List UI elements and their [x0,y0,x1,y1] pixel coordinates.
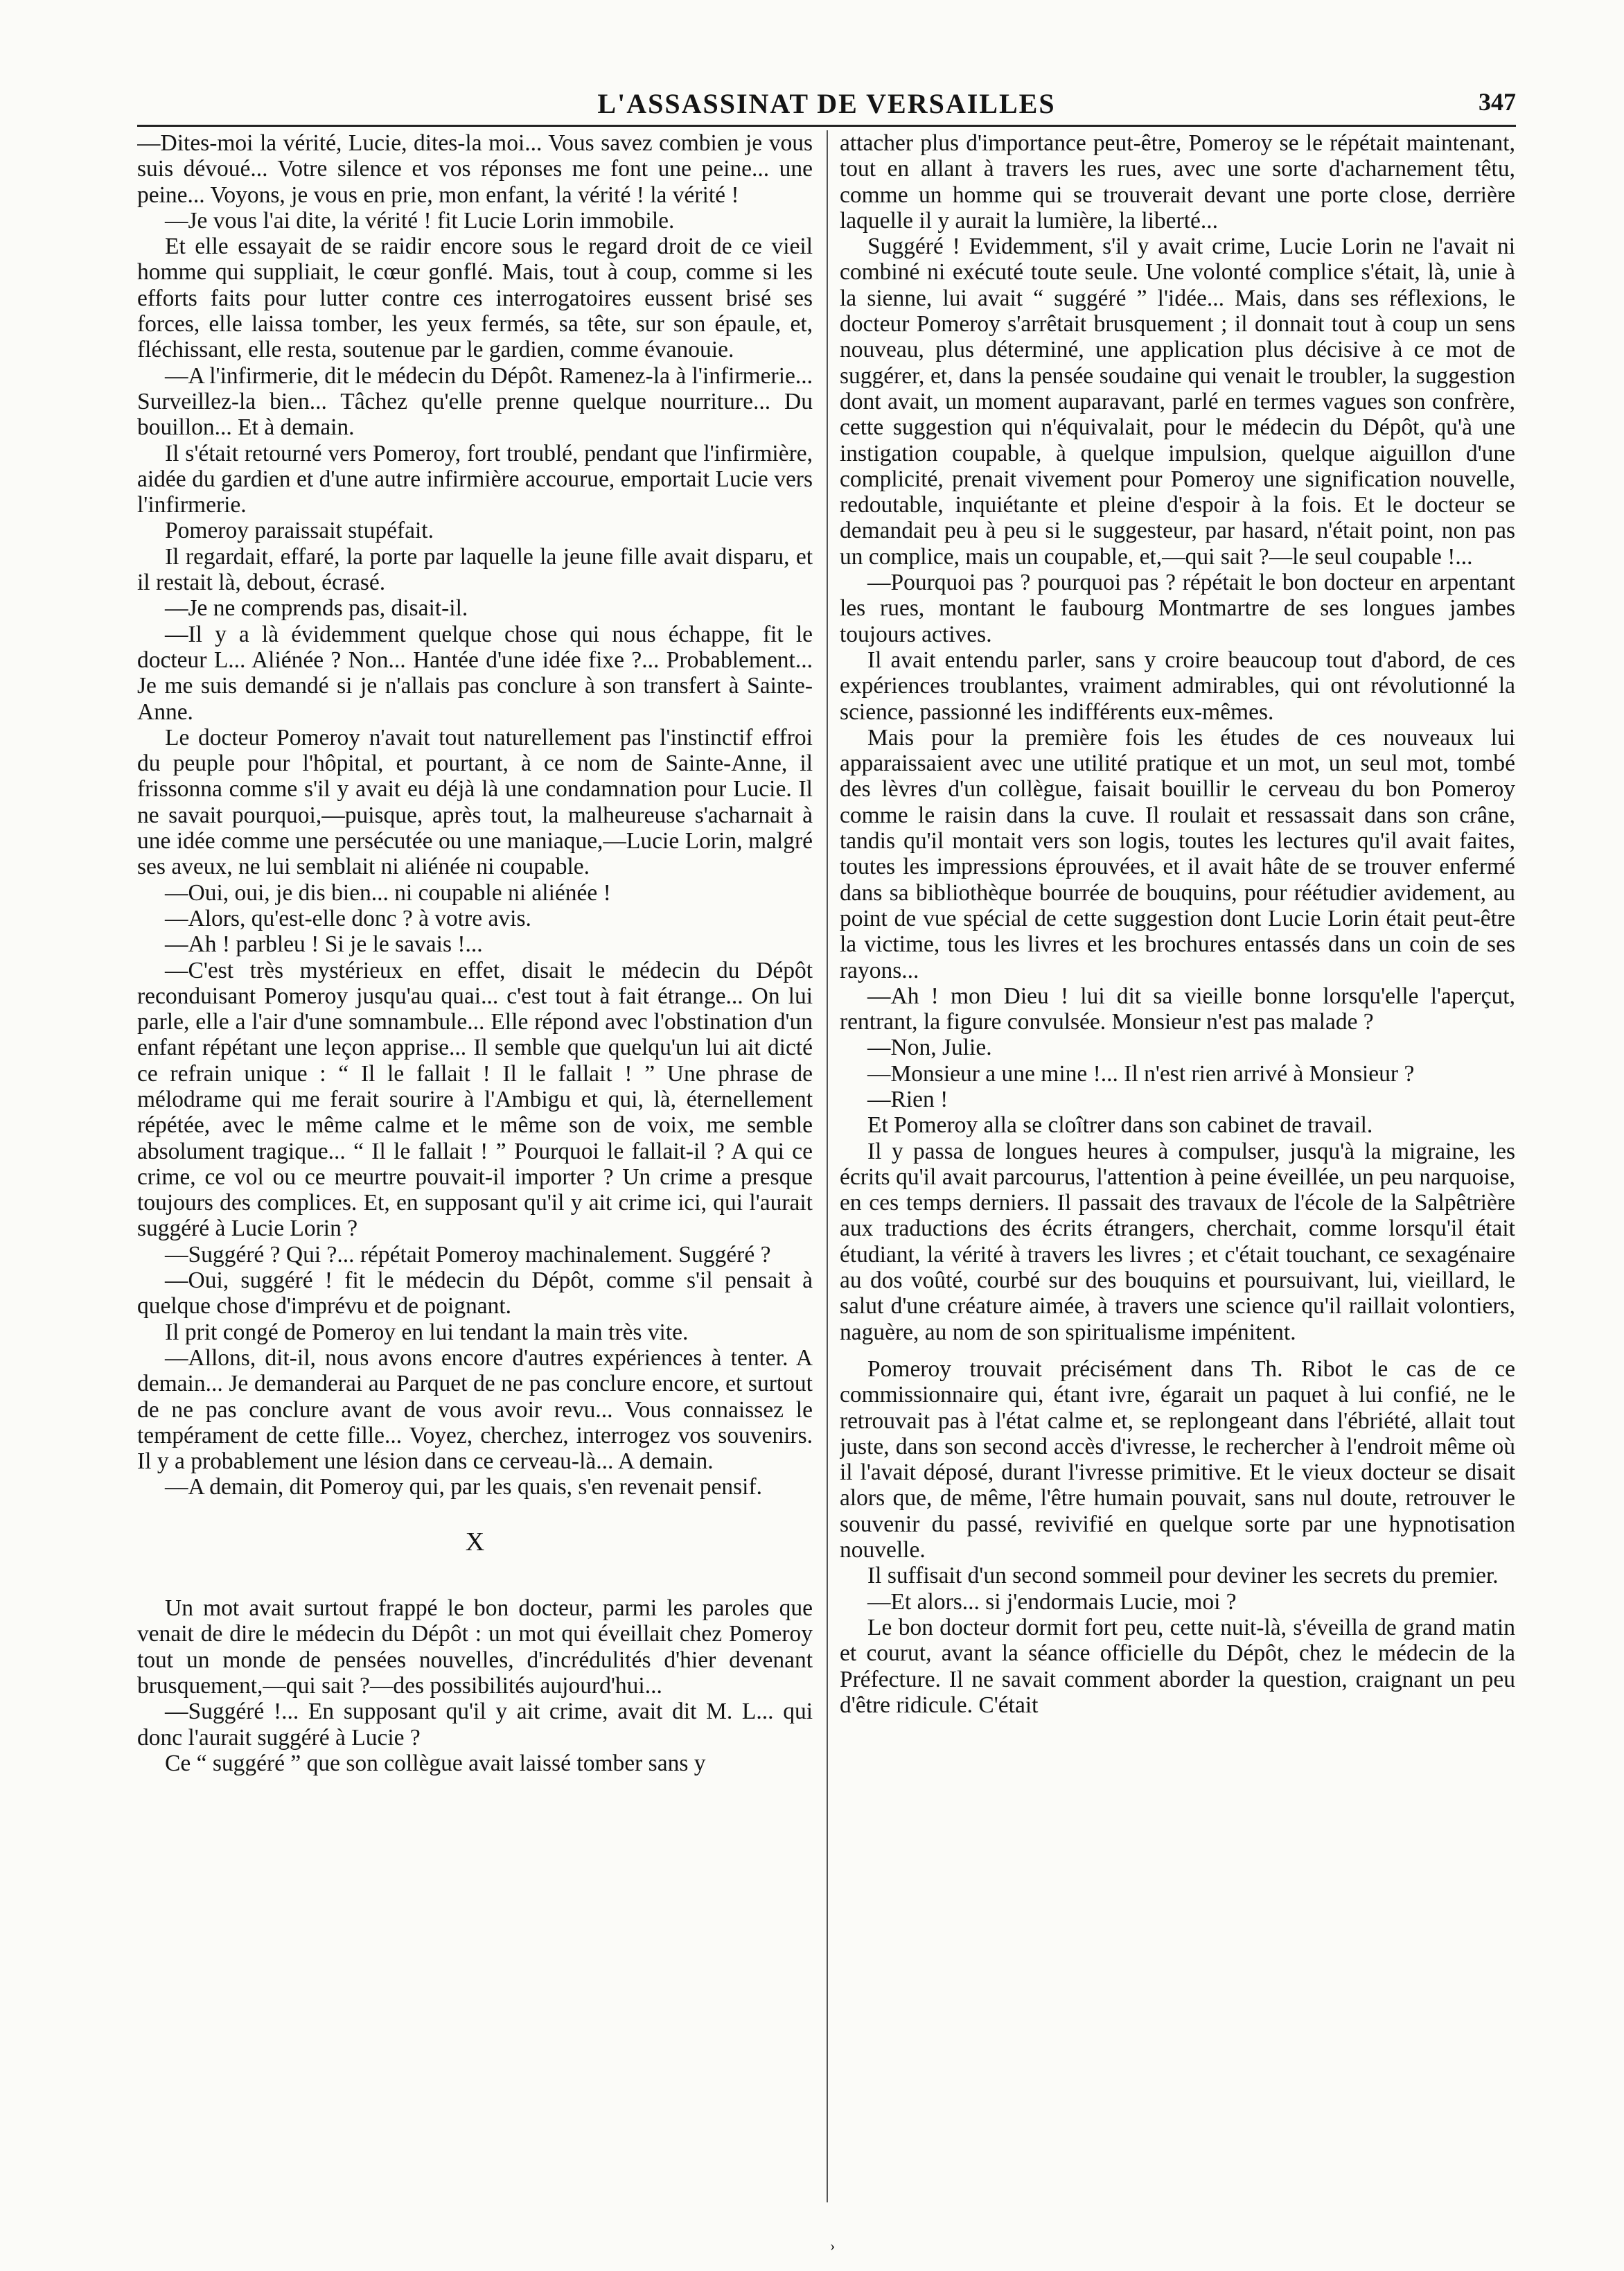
paragraph: —Il y a là évidemment quelque chose qui nous échappe, fit le docteur L... Aliénée ? Non... Hantée d'une idée fixe ?... Probablement... Je me suis demandé si je n'allais pas conclure à son transfert à Sainte-Anne. [137,621,813,725]
paragraph: —Et alors... si j'endormais Lucie, moi ? [867,1588,1237,1615]
paragraph: —Pourquoi pas ? pourquoi pas ? répétait le bon docteur en arpentant les rues, montant le faubourg Montmartre de ses longues jambes toujours actives. [840,570,1515,647]
paragraph: —A demain, dit Pomeroy qui, par les quais, s'en revenait pensif. [165,1474,762,1500]
paragraph: —Monsieur a une mine !... Il n'est rien arrivé à Monsieur ? [867,1060,1415,1087]
paragraph: Il avait entendu parler, sans y croire beaucoup tout d'abord, de ces expériences troublantes, vraiment admirables, qui ont révolutionné la science, passionné les indifférents eux-mêmes. [840,647,1515,725]
paragraph: Pomeroy paraissait stupéfait. [165,518,434,544]
paragraph: —Allons, dit-il, nous avons encore d'autres expériences à tenter. A demain... Je demanderai au Parquet de ne pas conclure encore, et surtout de ne pas conclure avant de vous avoir revu... Vous connaissez le tempérament de cette fille... Voyez, cherchez, interrogez vos souvenirs. Il y a probablement une lésion dans ce cerveau-là... A demain. [137,1344,813,1475]
paragraph: Suggéré ! Evidemment, s'il y avait crime, Lucie Lorin ne l'avait ni combiné ni exécuté toute seule. Une volonté complice s'était, là, unie à la sienne, lui avait “ suggéré ” l'idée... Mais, dans ses réflexions, le docteur Pomeroy s'arrêtait brusquement ; il donnait tout à coup un sens nouveau, plus déterminé, une application plus décisive à ce mot de suggérer, et, dans la pensée soudaine qui venait le troubler, la suggestion dont avait, un moment auparavant, parlé en termes vagues son confrère, cette suggestion qui n'équivalait, pour le médecin du Dépôt, qu'à une instigation coupable, à quelque impulsion, quelque aiguillon d'une complicité, prenait vivement pour Pomeroy une signification nouvelle, redoutable, inquiétante et pleine d'espoir à la fois. Et le docteur se demandait peu à peu si le suggesteur, par hasard, n'était point, non pas un complice, mais un coupable, et,—qui sait ?—le seul coupable !... [840,234,1515,570]
paragraph: —Oui, suggéré ! fit le médecin du Dépôt, comme s'il pensait à quelque chose d'imprévu et de poignant. [137,1268,813,1319]
paragraph: Il y passa de longues heures à compulser, jusqu'à la migraine, les écrits qu'il avait parcourus, l'attention à peine éveillée, un peu narquoise, en ces temps derniers. Il passait des travaux de l'école de la Salpêtrière aux traductions des écrits étrangers, cherchait, comme lorsqu'il était étudiant, la vérité à travers les livres ; et c'était touchant, ce sexagénaire au dos voûté, courbé sur des bouquins et poursuivant, lui, vieillard, le salut d'une créature aimée, à travers une science qu'il raillait volontiers, naguère, au nom de son spiritualisme impénitent. [840,1138,1515,1345]
paragraph: Il prit congé de Pomeroy en lui tendant la main très vite. [165,1319,689,1345]
paragraph: Et elle essayait de se raidir encore sous le regard droit de ce vieil homme qui suppliait, le cœur gonflé. Mais, tout à coup, comme si les efforts faits pour lutter contre ces interrogatoires eussent brisé ses forces, elle laissa tomber, les yeux fermés, sa tête, sur son épaule, et, fléchissant, elle resta, soutenue par le gardien, comme évanouie. [137,234,813,363]
paragraph: —C'est très mystérieux en effet, disait le médecin du Dépôt reconduisant Pomeroy jusqu'au quai... c'est tout à fait étrange... On lui parle, elle a l'air d'une somnambule... Elle répond avec l'obstination d'un enfant répétant une leçon apprise... Il semble que quelqu'un lui ait dicté ce refrain unique : “ Il le fallait ! Il le fallait ! ” Une phrase de mélodrame qui me ferait sourire à l'Ambigu et qui, là, éternellement répétée, avec le même calme et le même son de voix, me semble absolument tragique... “ Il le fallait ! ” Pourquoi le fallait-il ? A qui ce crime, ce vol ou ce meurtre pouvait-il importer ? Un crime a presque toujours des complices. Et, en supposant qu'il y ait crime ici, qui l'aurait suggéré à Lucie Lorin ? [137,957,813,1242]
running-title: L'ASSASSINAT DE VERSAILLES [597,88,1056,119]
paragraph: Il s'était retourné vers Pomeroy, fort troublé, pendant que l'infirmière, aidée du gardien et d'une autre infirmière accourue, emportait Lucie vers l'infirmerie. [137,440,813,518]
paragraph: —Je ne comprends pas, disait-il. [165,595,468,622]
paragraph: —Suggéré !... En supposant qu'il y ait crime, avait dit M. L... qui donc l'aurait suggéré à Lucie ? [137,1699,813,1751]
footer-mark: › [830,2237,836,2254]
paragraph: Le docteur Pomeroy n'avait tout naturellement pas l'instinctif effroi du peuple pour l'hôpital, et pourtant, à ce nom de Sainte-Anne, il frissonna comme s'il y avait eu déjà là une condamnation pour Lucie. Il ne savait pourquoi,—puisque, après tout, la malheureuse s'acharnait à une idée comme une persécutée ou une maniaque,—Lucie Lorin, malgré ses aveux, ne lui semblait ni aliénée ni coupable. [137,724,813,880]
paragraph: Mais pour la première fois les études de ces nouveaux lui apparaissaient avec une utilité pratique et un mot, un seul mot, tombé des lèvres d'un collègue, faisait bouillir le cerveau du bon Pomeroy comme le raisin dans la cuve. Il roulait et ressassait dans son crâne, tandis qu'il montait vers son logis, toutes les lectures qu'il avait faites, toutes les impressions éprouvées, et il avait hâte de se trouver enfermé dans sa bibliothèque bourrée de bouquins, pour réétudier avidement, au point de vue spécial de cette suggestion dont Lucie Lorin était peut-être la victime, tous les livres et les brochures entassés dans un coin de ses rayons... [840,724,1515,983]
paragraph: attacher plus d'importance peut-être, Pomeroy se le répétait maintenant, tout en allant à travers les rues, avec une sorte d'acharnement têtu, comme un homme qui se trouverait devant une porte close, derrière laquelle il y aurait la lumière, la liberté... [840,130,1515,234]
paragraph: —Je vous l'ai dite, la vérité ! fit Lucie Lorin immobile. [165,207,675,234]
paragraph: Il suffisait d'un second sommeil pour deviner les secrets du premier. [867,1563,1499,1589]
paragraph: —Alors, qu'est-elle donc ? à votre avis. [165,905,531,931]
paragraph: —Oui, oui, je dis bien... ni coupable ni aliénée ! [165,879,611,906]
paragraph: —Dites-moi la vérité, Lucie, dites-la moi... Vous savez combien je vous suis dévoué... Votre silence et vos réponses me font une peine... une peine... Voyons, je vous en prie, mon enfant, la vérité ! la vérité ! [137,130,813,208]
paragraph: Et Pomeroy alla se cloîtrer dans son cabinet de travail. [867,1112,1373,1139]
paragraph: —Suggéré ? Qui ?... répétait Pomeroy machinalement. Suggéré ? [165,1241,771,1268]
header-rule [137,125,1516,127]
chapter-heading: X [465,1527,485,1557]
page-header [137,82,1516,123]
right-column [840,130,1515,2209]
paragraph: —A l'infirmerie, dit le médecin du Dépôt. Ramenez-la à l'infirmerie... Surveillez-la bien... Tâchez qu'elle prenne quelque nourriture... Du bouillon... Et à demain. [137,362,813,441]
paragraph: Il regardait, effaré, la porte par laquelle la jeune fille avait disparu, et il restait là, debout, écrasé. [137,543,813,596]
paragraph: —Ah ! mon Dieu ! lui dit sa vieille bonne lorsqu'elle l'aperçut, rentrant, la figure convulsée. Monsieur n'est pas malade ? [840,983,1515,1035]
column-divider [827,130,828,2202]
paragraph: —Rien ! [867,1086,948,1112]
paragraph: —Non, Julie. [867,1035,992,1061]
page-number: 347 [1479,88,1516,116]
paragraph: —Ah ! parbleu ! Si je le savais !... [165,931,483,958]
paragraph: Pomeroy trouvait précisément dans Th. Ribot le cas de ce commissionnaire qui, étant ivre, égarait un paquet à lui confié, ne le retrouvait pas à l'état calme et, se replongeant dans l'ébriété, allait tout juste, dans son second accès d'ivresse, le rechercher à l'endroit même où il l'avait déposé, durant l'ivresse primitive. Et le vieux docteur se disait alors que, de même, l'être humain pouvait, sans nul doute, retrouver le souvenir du passé, revivifié en quelque sorte par une hypnotisation nouvelle. [840,1356,1515,1563]
paragraph: Un mot avait surtout frappé le bon docteur, parmi les paroles que venait de dire le médecin du Dépôt : un mot qui éveillait chez Pomeroy tout un monde de pensées nouvelles, d'incrédulités d'hier devenant brusquement,—qui sait ?—des possibilités aujourd'hui... [137,1595,813,1699]
paragraph: Le bon docteur dormit fort peu, cette nuit-là, s'éveilla de grand matin et courut, avant la séance officielle du Dépôt, chez le médecin de la Préfecture. Il ne savait comment aborder la question, craignant un peu d'être ridicule. C'était [840,1614,1515,1718]
left-column [137,130,813,2209]
paragraph: Ce “ suggéré ” que son collègue avait laissé tomber sans y [165,1750,706,1776]
